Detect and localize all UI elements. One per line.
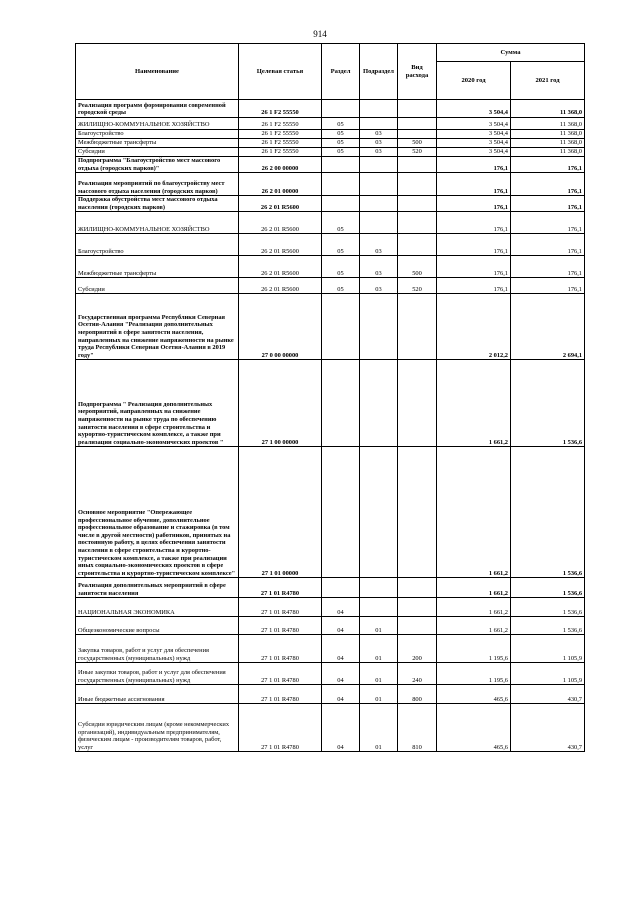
table-cell-section: 04 bbox=[322, 598, 360, 617]
table-cell-exp-type: 500 bbox=[398, 139, 437, 148]
table-cell-section: 04 bbox=[322, 663, 360, 685]
table-cell-name: Подпрограмма " Реализация дополнительных мероприятий, направленных на снижение напряженности на рынке труда по обеспечению занятости населения в сфере строительства и курортно-туристическом комплексе, а также при реализации социально-экономических проектов " bbox=[76, 360, 239, 447]
table-cell-subsection: 01 bbox=[360, 635, 398, 663]
table-row bbox=[76, 578, 585, 598]
table-cell-target: 27 1 01 R4780 bbox=[239, 617, 322, 635]
table-cell-target: 26 2 01 R5600 bbox=[239, 212, 322, 234]
table-cell-exp-type: 200 bbox=[398, 635, 437, 663]
table-cell-exp-type: 520 bbox=[398, 148, 437, 157]
table-cell-2021: 1 536,6 bbox=[511, 578, 585, 598]
table-cell-section: 05 bbox=[322, 130, 360, 139]
table-cell-exp-type bbox=[398, 118, 437, 130]
table-cell-target: 27 1 01 R4780 bbox=[239, 685, 322, 704]
table-cell-2021: 11 368,0 bbox=[511, 148, 585, 157]
table-cell-2021: 176,1 bbox=[511, 234, 585, 256]
table-row bbox=[76, 196, 585, 212]
table-cell-subsection: 01 bbox=[360, 685, 398, 704]
header-subsection: Подраздел bbox=[360, 44, 398, 100]
table-cell-subsection bbox=[360, 157, 398, 173]
table-cell-2021: 1 536,6 bbox=[511, 598, 585, 617]
table-row bbox=[76, 685, 585, 704]
table-cell-section: 05 bbox=[322, 256, 360, 278]
table-cell-2021: 11 368,0 bbox=[511, 130, 585, 139]
table-cell-target: 27 1 00 00000 bbox=[239, 360, 322, 447]
table-cell-name: Благоустройство bbox=[76, 130, 239, 139]
table-cell-section: 04 bbox=[322, 704, 360, 752]
table-row bbox=[76, 704, 585, 752]
table-cell-subsection bbox=[360, 100, 398, 118]
table-cell-subsection bbox=[360, 447, 398, 578]
table-cell-section: 04 bbox=[322, 685, 360, 704]
table-cell-section bbox=[322, 173, 360, 196]
table-cell-exp-type: 810 bbox=[398, 704, 437, 752]
table-row bbox=[76, 663, 585, 685]
table-cell-exp-type bbox=[398, 578, 437, 598]
table-cell-exp-type bbox=[398, 173, 437, 196]
table-cell-subsection bbox=[360, 294, 398, 360]
table-cell-2021: 11 368,0 bbox=[511, 118, 585, 130]
budget-table-body bbox=[76, 100, 585, 752]
table-cell-target: 26 1 F2 55550 bbox=[239, 130, 322, 139]
table-row bbox=[76, 148, 585, 157]
table-row bbox=[76, 234, 585, 256]
table-cell-2020: 3 504,4 bbox=[437, 118, 511, 130]
table-cell-target: 27 1 01 R4780 bbox=[239, 598, 322, 617]
table-cell-section bbox=[322, 578, 360, 598]
table-cell-subsection: 01 bbox=[360, 704, 398, 752]
table-cell-2020: 1 661,2 bbox=[437, 360, 511, 447]
table-cell-2021: 1 105,9 bbox=[511, 635, 585, 663]
table-cell-2020: 3 504,4 bbox=[437, 139, 511, 148]
table-cell-section bbox=[322, 100, 360, 118]
table-cell-target: 26 2 01 00000 bbox=[239, 173, 322, 196]
table-cell-target: 26 2 01 R5600 bbox=[239, 234, 322, 256]
table-cell-2021: 2 694,1 bbox=[511, 294, 585, 360]
table-cell-section: 05 bbox=[322, 139, 360, 148]
table-cell-target: 26 2 00 00000 bbox=[239, 157, 322, 173]
table-cell-target: 26 1 F2 55550 bbox=[239, 100, 322, 118]
table-row bbox=[76, 598, 585, 617]
table-cell-subsection bbox=[360, 578, 398, 598]
header-exp-type: Вид расхода bbox=[398, 44, 437, 100]
table-cell-name: Закупка товаров, работ и услуг для обеспечения государственных (муниципальных) нужд bbox=[76, 635, 239, 663]
table-cell-2020: 176,1 bbox=[437, 256, 511, 278]
table-cell-2020: 465,6 bbox=[437, 704, 511, 752]
table-cell-2021: 176,1 bbox=[511, 256, 585, 278]
table-row bbox=[76, 256, 585, 278]
header-target: Целевая статья bbox=[239, 44, 322, 100]
header-2020: 2020 год bbox=[437, 62, 511, 100]
table-cell-target: 26 1 F2 55550 bbox=[239, 148, 322, 157]
table-cell-2021: 176,1 bbox=[511, 278, 585, 294]
table-row bbox=[76, 294, 585, 360]
table-cell-section bbox=[322, 447, 360, 578]
table-cell-subsection bbox=[360, 118, 398, 130]
table-cell-2020: 1 195,6 bbox=[437, 635, 511, 663]
table-cell-name: ЖИЛИЩНО-КОММУНАЛЬНОЕ ХОЗЯЙСТВО bbox=[76, 212, 239, 234]
table-row bbox=[76, 447, 585, 578]
table-row bbox=[76, 212, 585, 234]
table-cell-2020: 1 195,6 bbox=[437, 663, 511, 685]
table-cell-exp-type bbox=[398, 130, 437, 139]
table-cell-exp-type: 520 bbox=[398, 278, 437, 294]
table-cell-name: Общеэкономические вопросы bbox=[76, 617, 239, 635]
table-cell-target: 26 2 01 R5600 bbox=[239, 278, 322, 294]
table-cell-2020: 2 012,2 bbox=[437, 294, 511, 360]
table-cell-subsection: 03 bbox=[360, 256, 398, 278]
table-cell-name: Благоустройство bbox=[76, 234, 239, 256]
table-cell-target: 27 1 01 R4780 bbox=[239, 578, 322, 598]
table-cell-name: Субсидии bbox=[76, 278, 239, 294]
table-cell-name: Реализация дополнительных мероприятий в сфере занятости населения bbox=[76, 578, 239, 598]
table-row bbox=[76, 360, 585, 447]
table-cell-subsection: 01 bbox=[360, 617, 398, 635]
table-cell-2021: 11 368,0 bbox=[511, 139, 585, 148]
table-cell-2020: 176,1 bbox=[437, 196, 511, 212]
table-cell-2020: 3 504,4 bbox=[437, 148, 511, 157]
table-cell-subsection: 03 bbox=[360, 130, 398, 139]
table-cell-2020: 176,1 bbox=[437, 157, 511, 173]
table-cell-2020: 3 504,4 bbox=[437, 130, 511, 139]
table-cell-target: 26 1 F2 55550 bbox=[239, 139, 322, 148]
table-cell-target: 27 0 00 00000 bbox=[239, 294, 322, 360]
table-cell-section: 05 bbox=[322, 118, 360, 130]
table-cell-subsection: 01 bbox=[360, 663, 398, 685]
table-cell-2021: 1 536,6 bbox=[511, 447, 585, 578]
table-cell-2021: 176,1 bbox=[511, 157, 585, 173]
table-cell-2021: 11 368,0 bbox=[511, 100, 585, 118]
table-cell-2020: 1 661,2 bbox=[437, 578, 511, 598]
table-cell-2021: 430,7 bbox=[511, 685, 585, 704]
table-cell-2021: 430,7 bbox=[511, 704, 585, 752]
table-cell-exp-type bbox=[398, 157, 437, 173]
table-cell-target: 27 1 01 R4780 bbox=[239, 635, 322, 663]
header-sum: Сумма bbox=[437, 44, 585, 62]
table-cell-subsection bbox=[360, 598, 398, 617]
table-cell-subsection: 03 bbox=[360, 139, 398, 148]
table-cell-exp-type bbox=[398, 447, 437, 578]
header-2021: 2021 год bbox=[511, 62, 585, 100]
table-cell-name: Иные бюджетные ассигнования bbox=[76, 685, 239, 704]
header-name: Наименование bbox=[76, 44, 239, 100]
table-cell-2020: 1 661,2 bbox=[437, 617, 511, 635]
table-cell-name: Подпрограмма "Благоустройство мест массового отдыха (городских парков)" bbox=[76, 157, 239, 173]
table-cell-target: 27 1 01 R4780 bbox=[239, 663, 322, 685]
table-cell-subsection: 03 bbox=[360, 234, 398, 256]
table-cell-target: 27 1 01 R4780 bbox=[239, 704, 322, 752]
table-cell-section: 05 bbox=[322, 212, 360, 234]
table-cell-section: 05 bbox=[322, 278, 360, 294]
table-cell-section bbox=[322, 196, 360, 212]
table-cell-2021: 176,1 bbox=[511, 196, 585, 212]
table-row bbox=[76, 617, 585, 635]
table-cell-subsection: 03 bbox=[360, 278, 398, 294]
table-cell-exp-type bbox=[398, 212, 437, 234]
table-cell-target: 27 1 01 00000 bbox=[239, 447, 322, 578]
page-number: 914 bbox=[313, 29, 327, 39]
table-row bbox=[76, 635, 585, 663]
table-row bbox=[76, 130, 585, 139]
table-cell-name: Основное мероприятие "Опережающее профессиональное обучение, дополнительное профессиональное образование и стажировка (в том числе в другой местности) работников, принятых на постоянную работу, в целях обеспечения занятости населения в сфере строительства и курортно-туристическом комплексе, а также при реализации иных социально-экономических проектов в сфере строительства и курортно-туристическом комплексе" bbox=[76, 447, 239, 578]
table-cell-name: Реализация программ формирования современной городской среды bbox=[76, 100, 239, 118]
table-cell-name: Государственная программа Республики Северная Осетия-Алания "Реализация дополнительных мероприятий в сфере занятости населения, направленных на снижение напряженности на рынке труда Республики Северная Осетия-Алания в 2019 году" bbox=[76, 294, 239, 360]
table-cell-2020: 1 661,2 bbox=[437, 447, 511, 578]
table-cell-2020: 465,6 bbox=[437, 685, 511, 704]
table-cell-section: 05 bbox=[322, 234, 360, 256]
table-cell-2020: 1 661,2 bbox=[437, 598, 511, 617]
table-row bbox=[76, 157, 585, 173]
table-cell-exp-type: 240 bbox=[398, 663, 437, 685]
table-cell-subsection bbox=[360, 360, 398, 447]
budget-table bbox=[75, 43, 585, 752]
table-cell-exp-type bbox=[398, 100, 437, 118]
table-cell-2021: 1 105,9 bbox=[511, 663, 585, 685]
table-cell-target: 26 1 F2 55550 bbox=[239, 118, 322, 130]
table-cell-2021: 1 536,6 bbox=[511, 617, 585, 635]
table-cell-2020: 176,1 bbox=[437, 212, 511, 234]
table-cell-2021: 176,1 bbox=[511, 173, 585, 196]
table-row bbox=[76, 139, 585, 148]
table-cell-2020: 3 504,4 bbox=[437, 100, 511, 118]
table-cell-name: НАЦИОНАЛЬНАЯ ЭКОНОМИКА bbox=[76, 598, 239, 617]
table-row bbox=[76, 118, 585, 130]
table-cell-exp-type bbox=[398, 598, 437, 617]
table-row bbox=[76, 100, 585, 118]
table-cell-target: 26 2 01 R5600 bbox=[239, 196, 322, 212]
table-row bbox=[76, 173, 585, 196]
table-cell-subsection bbox=[360, 173, 398, 196]
table-cell-subsection bbox=[360, 196, 398, 212]
table-cell-exp-type: 800 bbox=[398, 685, 437, 704]
table-cell-name: Субсидии bbox=[76, 148, 239, 157]
table-cell-name: Иные закупки товаров, работ и услуг для обеспечения государственных (муниципальных) нужд bbox=[76, 663, 239, 685]
table-row bbox=[76, 278, 585, 294]
table-cell-subsection: 03 bbox=[360, 148, 398, 157]
table-cell-name: Субсидии юридическим лицам (кроме некоммерческих организаций), индивидуальным предпринимателям, физическим лицам - производителям товаров, работ, услуг bbox=[76, 704, 239, 752]
table-cell-2020: 176,1 bbox=[437, 234, 511, 256]
table-cell-exp-type bbox=[398, 617, 437, 635]
table-cell-section bbox=[322, 360, 360, 447]
table-cell-exp-type bbox=[398, 196, 437, 212]
table-cell-section bbox=[322, 294, 360, 360]
table-cell-target: 26 2 01 R5600 bbox=[239, 256, 322, 278]
table-cell-2020: 176,1 bbox=[437, 173, 511, 196]
table-cell-2020: 176,1 bbox=[437, 278, 511, 294]
table-cell-2021: 1 536,6 bbox=[511, 360, 585, 447]
table-cell-section: 05 bbox=[322, 148, 360, 157]
table-cell-name: Межбюджетные трансферты bbox=[76, 139, 239, 148]
table-cell-name: Межбюджетные трансферты bbox=[76, 256, 239, 278]
table-cell-section bbox=[322, 157, 360, 173]
table-cell-exp-type bbox=[398, 294, 437, 360]
table-cell-exp-type: 500 bbox=[398, 256, 437, 278]
table-cell-exp-type bbox=[398, 234, 437, 256]
header-section: Раздел bbox=[322, 44, 360, 100]
table-cell-2021: 176,1 bbox=[511, 212, 585, 234]
table-cell-section: 04 bbox=[322, 635, 360, 663]
table-cell-name: Реализация мероприятий по благоустройству мест массового отдыха населения (городских парков) bbox=[76, 173, 239, 196]
table-cell-exp-type bbox=[398, 360, 437, 447]
table-cell-section: 04 bbox=[322, 617, 360, 635]
table-cell-subsection bbox=[360, 212, 398, 234]
table-cell-name: ЖИЛИЩНО-КОММУНАЛЬНОЕ ХОЗЯЙСТВО bbox=[76, 118, 239, 130]
table-cell-name: Поддержка обустройства мест массового отдыха населения (городских парков) bbox=[76, 196, 239, 212]
